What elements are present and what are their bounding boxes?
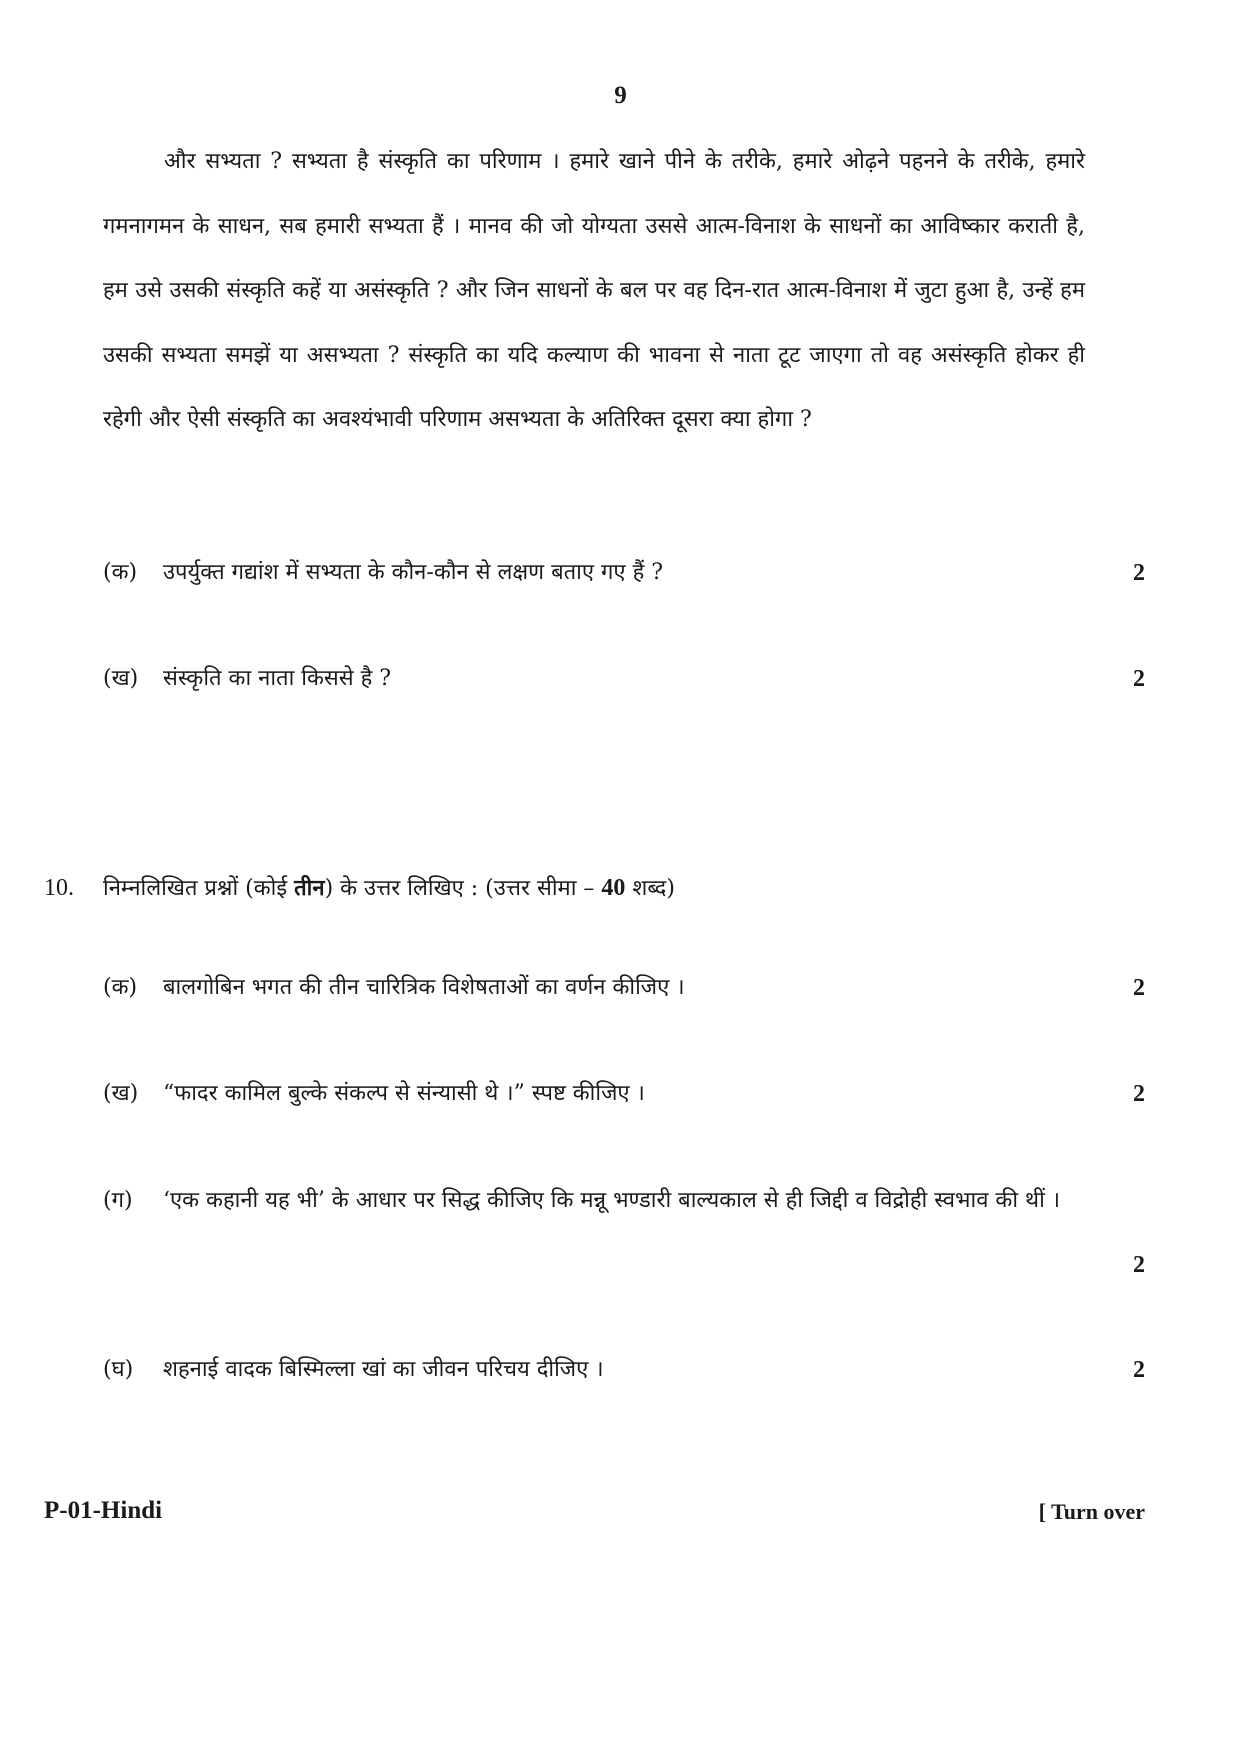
question-text: उपर्युक्त गद्यांश में सभ्यता के कौन-कौन से लक्षण बताए गए हैं ? [163,560,664,585]
question-text: बालगोबिन भगत की तीन चारित्रिक विशेषताओं का वर्णन कीजिए । [163,975,685,1000]
question-marks: 2 [1133,666,1145,692]
question-text: “फादर कामिल बुल्के संकल्प से संन्यासी थे ।” स्पष्ट कीजिए । [163,1081,645,1106]
question-marker: (घ) [103,1357,134,1382]
instruction-bold-word: तीन [294,875,325,901]
question-10-instruction [103,873,675,904]
question-number: 10. [44,875,74,901]
question-marks: 2 [1133,1252,1145,1278]
instruction-suffix: शब्द) [625,876,675,901]
instruction-word-limit: 40 [601,875,626,901]
question-text: संस्कृति का नाता किससे है ? [163,666,392,691]
question-marks: 2 [1133,975,1145,1001]
paper-code: P-01-Hindi [44,1497,163,1524]
question-marker: (ग) [103,1188,133,1213]
instruction-prefix: निम्नलिखित प्रश्नों (कोई [103,876,295,901]
question-marks: 2 [1133,1081,1145,1107]
passage-paragraph: और सभ्यता ? सभ्यता है संस्कृति का परिणाम । हमारे खाने पीने के तरीके, हमारे ओढ़ने पहनने के तरीके, हमारे गमनागमन के साधन, सब हमारी सभ्यता हैं । मानव की जो योग्यता उससे आत्म-विनाश के साधनों का आविष्कार कराती है, हम उसे उसकी संस्कृति कहें या असंस्कृति ? और जिन साधनों के बल पर वह दिन-रात आत्म-विनाश में जुटा हुआ है, उन्हें हम उसकी सभ्यता समझें या असभ्यता ? संस्कृति का यदि कल्याण की भावना से नाता टूट जाएगा तो वह असंस्कृति होकर ही रहेगी और ऐसी संस्कृति का अवश्यंभावी परिणाम असभ्यता के अतिरिक्त दूसरा क्या होगा ? [103,149,1085,432]
question-marks: 2 [1133,1357,1145,1383]
question-text: शहनाई वादक बिस्मिल्ला खां का जीवन परिचय दीजिए । [163,1357,604,1382]
turn-over-label: [ Turn over [1038,1499,1145,1524]
question-marker: (क) [103,975,138,1000]
question-marker: (ख) [103,666,139,691]
question-text: ‘एक कहानी यह भी’ के आधार पर सिद्ध कीजिए कि मन्नू भण्डारी बाल्यकाल से ही जिद्दी व विद्रोही स्वभाव की थीं । [163,1188,1061,1213]
instruction-middle: ) के उत्तर लिखिए : (उत्तर सीमा – [324,876,602,901]
page-number: 9 [614,82,627,109]
question-marker: (ख) [103,1081,139,1106]
question-marks: 2 [1133,560,1145,586]
question-marker: (क) [103,560,138,585]
